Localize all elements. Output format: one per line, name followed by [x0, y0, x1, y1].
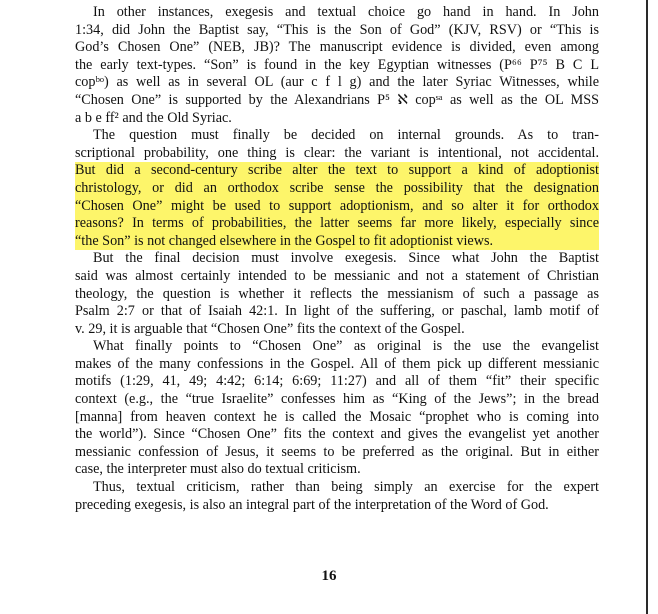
highlighted-line: “Chosen One” might be used to support adoptionism, and so alter it for orthodox [75, 197, 599, 214]
page-number: 16 [321, 568, 337, 584]
text-line: What finally points to “Chosen One” as original is the use the evangelist [93, 338, 599, 355]
text-line: said was almost certainly intended to be messianic and not a statement of Christian [75, 267, 599, 284]
text-line: scriptional probability, one thing is clear: the variant is intentional, not accidental. [75, 144, 599, 161]
text-line: a b e ff² and the Old Syriac. [75, 109, 232, 126]
text-line: God’s Chosen One” (NEB, JB)? The manuscript evidence is divided, even among [75, 39, 599, 56]
paragraph-5 [75, 479, 599, 514]
highlighted-line: christology, or did an orthodox scribe sense the possibility that the designation [75, 179, 599, 196]
text-line: In other instances, exegesis and textual choice go hand in hand. In John [93, 4, 599, 20]
text-line: theology, the question is whether it reflects the messianism of such a passage as [75, 285, 599, 302]
highlighted-passage [75, 162, 599, 250]
text-line: But the final decision must involve exegesis. Since what John the Baptist [93, 250, 599, 267]
page-border [646, 0, 648, 614]
text-line: v. 29, it is arguable that “Chosen One” fits the context of the Gospel. [75, 320, 465, 337]
highlighted-line: But did a second-century scribe alter the text to support a kind of adoptionist [75, 162, 599, 179]
text-line: context (e.g., the “true Israelite” confesses him as “King of the Jews”; in the bread [75, 391, 599, 408]
text-line: messianic confession of Jesus, it seems to be preferred as the original. But in either [75, 443, 599, 460]
text-line: case, the interpreter must also do textual criticism. [75, 461, 361, 478]
text-line: 1:34, did John the Baptist say, “This is the Son of God” (KJV, RSV) or “This is [75, 21, 599, 38]
text-line: The question must finally be decided on internal grounds. As to tran- [93, 127, 599, 144]
text-line: preceding exegesis, is also an integral part of the interpretation of the Word of God. [75, 496, 549, 513]
paragraph-1 [75, 4, 599, 127]
text-line: Psalm 2:7 or that of Isaiah 42:1. In light of the suffering, or paschal, lamb motif of [75, 303, 599, 320]
text-line: Thus, textual criticism, rather than being simply an exercise for the expert [93, 479, 599, 496]
paragraph-4 [75, 338, 599, 479]
paragraph-2 [75, 127, 599, 250]
highlighted-line: “the Son” is not changed elsewhere in the Gospel to fit adoptionist views. [75, 232, 494, 249]
body-text [75, 4, 599, 514]
text-line: motifs (1:29, 41, 49; 4:42; 6:14; 6:69; 11:27) and all of them “fit” their specific [75, 373, 599, 390]
text-line: “Chosen One” is supported by the Alexandrians P⁵ ℵ copˢᵃ as well as the OL MSS [75, 91, 599, 108]
text-line: the early text-types. “Son” is found in the key Egyptian witnesses (P⁶⁶ P⁷⁵ B C L [75, 56, 599, 73]
highlighted-line: reasons? In terms of probabilities, the latter seems far more likely, especially since [75, 215, 599, 232]
text-line: copᵇᵒ) as well as in several OL (aur c f l g) and the later Syriac Witnesses, while [75, 74, 599, 91]
text-line: the world”). Since “Chosen One” fits the context and gives the evangelist yet another [75, 426, 599, 443]
text-line: [manna] from heaven context he is called the Mosaic “prophet who is coming into [75, 408, 599, 425]
text-line: makes of the many confessions in the Gospel. All of them pick up different messianic [75, 355, 599, 372]
paragraph-3 [75, 250, 599, 338]
